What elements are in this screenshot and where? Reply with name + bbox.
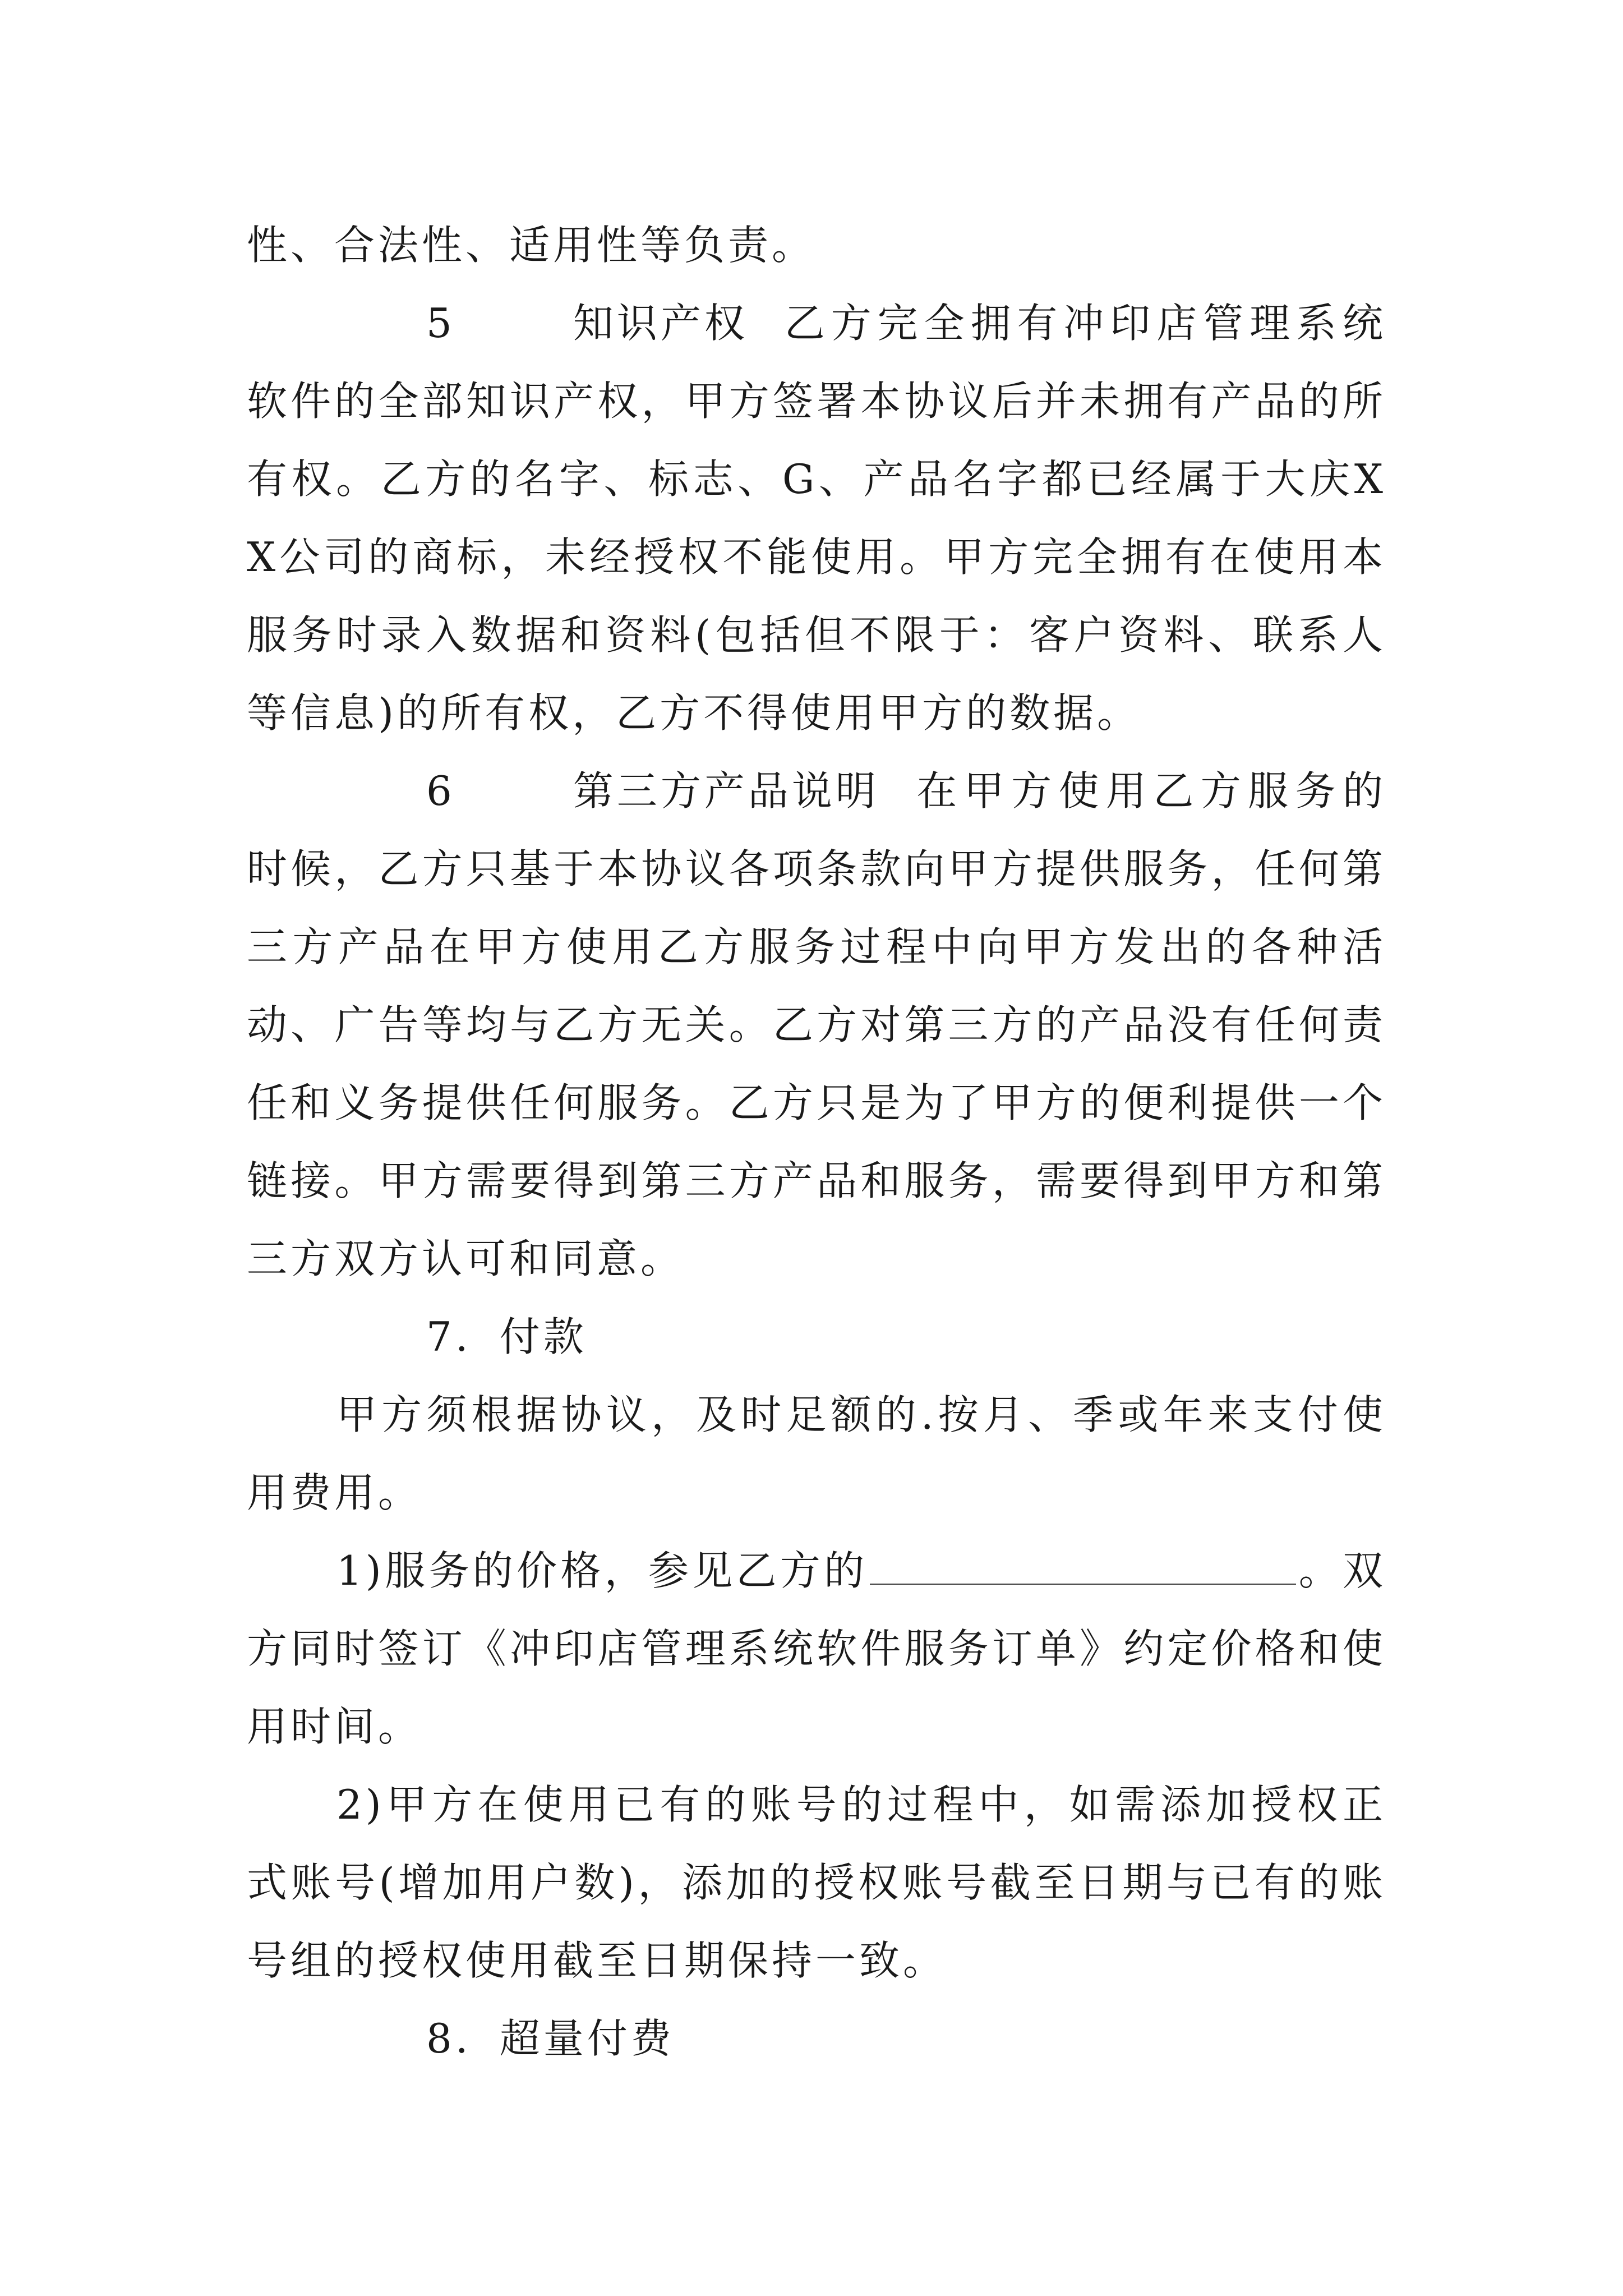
section-number: 7.: [426, 1313, 472, 1360]
paragraph-text: 甲方须根据协议，及时足额的.按月、季或年来支付使用费用。: [247, 1391, 1386, 1516]
section-7-payment: [247, 1298, 1386, 1376]
section-heading: 超量付费: [499, 2015, 675, 2062]
section-number: 5: [426, 300, 455, 347]
section-8-overage-fees: [247, 2000, 1386, 2078]
section-5-intellectual-property: [247, 284, 1386, 752]
paragraph-text-after-blank: 。双方同时签订《冲印店管理系统软件服务订单》约定价格和使用时间。: [247, 1547, 1386, 1750]
section-6-third-party-products: [247, 752, 1386, 1298]
section-number: 6: [426, 767, 455, 815]
section-heading: 付款: [499, 1313, 587, 1360]
fill-in-blank-line: [870, 1550, 1296, 1585]
paragraph-text-before-blank: 1)服务的价格，参见乙方的: [336, 1547, 868, 1594]
section-text: 乙方完全拥有冲印店管理系统软件的全部知识产权，甲方签署本协议后并未拥有产品的所有权。乙方的名字、标志、G、产品名字都已经属于大庆XX公司的商标，未经授权不能使用。甲方完全拥有在使用本服务时录入数据和资料(包括但不限于：客户资料、联系人等信息)的所有权，乙方不得使用甲方的数据。: [247, 300, 1386, 737]
document-body: [247, 206, 1386, 2078]
section-number: 8.: [426, 2015, 472, 2062]
paragraph-responsibility-continued: [247, 206, 1386, 284]
paragraph-text: 2)甲方在使用已有的账号的过程中，如需添加授权正式账号(增加用户数)，添加的授权账号截至日期与已有的账号组的授权使用截至日期保持一致。: [247, 1781, 1386, 1984]
paragraph-account-authorization: [247, 1766, 1386, 2000]
paragraph-text: 性、合法性、适用性等负责。: [247, 222, 816, 269]
section-text: 在甲方使用乙方服务的时候，乙方只基于本协议各项条款向甲方提供服务，任何第三方产品在甲方使用乙方服务过程中向甲方发出的各种活动、广告等均与乙方无关。乙方对第三方的产品没有任何责任和义务提供任何服务。乙方只是为了甲方的便利提供一个链接。甲方需要得到第三方产品和服务，需要得到甲方和第三方双方认可和同意。: [247, 767, 1386, 1282]
section-heading: 知识产权: [573, 300, 748, 347]
paragraph-payment-terms: [247, 1376, 1386, 1532]
section-heading: 第三方产品说明: [573, 767, 879, 815]
paragraph-service-price: [247, 1532, 1386, 1766]
